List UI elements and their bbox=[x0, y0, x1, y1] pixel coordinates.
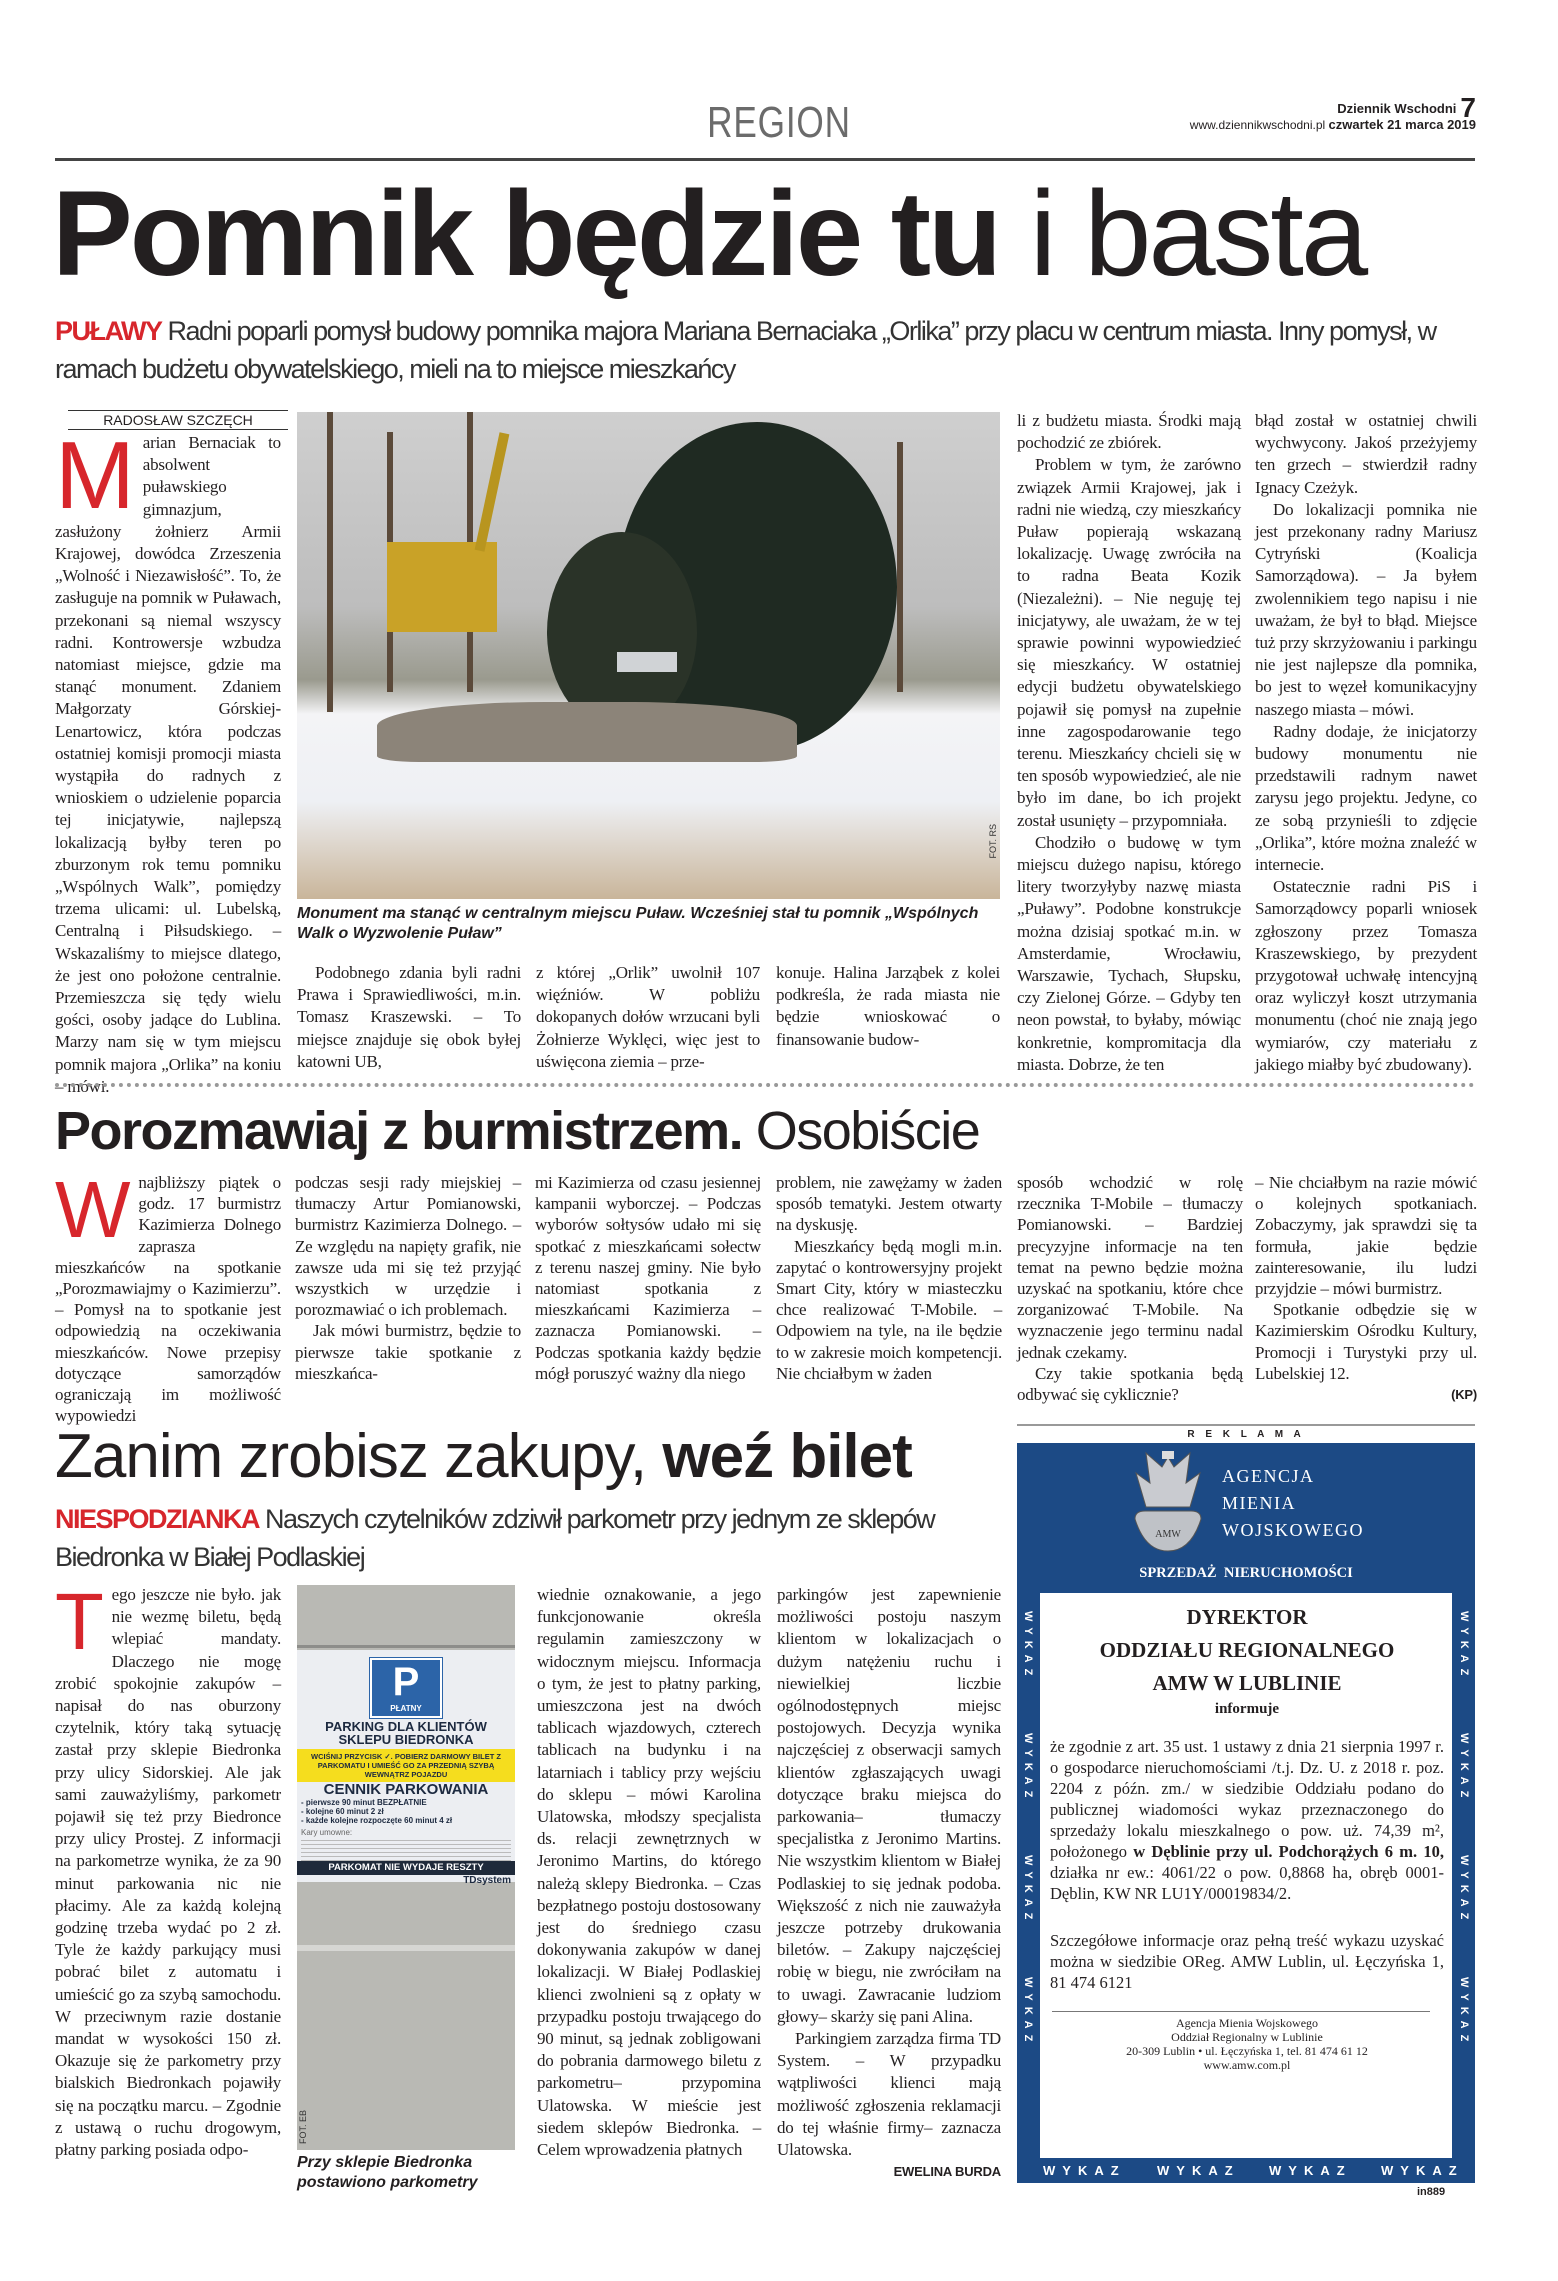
issue-date: czwartek 21 marca 2019 bbox=[1328, 117, 1476, 132]
agency-name-line: WOJSKOWEGO bbox=[1222, 1520, 1364, 1540]
sign-p-letter: P bbox=[392, 1660, 420, 1704]
paragraph: arian Bernaciak to absolwent puławskiego gimnazjum, zasłużony żołnierz Armii Krajowej, dowódca Zrzeszenia „Wolność i Niezawisłość”. To, że zasługuje na pomnik w Puławach, przekonani są niemal wszyscy radni. Kontrowersje wzbudza natomiast miejsce, gdzie ma stanąć monument. Zdaniem Małgorzaty Górskiej-Lenartowicz, która podczas ostatniej komisji promocji miasta wystąpiła do radnych z wnioskiem o udzielenie poparcia tej inicjatywie, najlepszą lokalizacją byłby teren po zburzonym rok temu pomniku „Wspólnych Walk”, pomiędzy trzema ulicami: ul. Lubelską, Centralną i Piłsudskiego. – Wskazaliśmy to miejsce dlatego, że jest ono położone centralnie. Przemieszcza się tędy wielu gości, osoby jadące do Lublina. Marzy nam się w tym miejscu pomnik majora „Orlika” na koniu – mówi. bbox=[55, 433, 281, 1096]
lead-text: Radni poparli pomysł budowy pomnika majora Mariana Bernaciaka „Orlika” przy placu w centrum miasta. Inny pomysł, w ramach budżetu obywatelskiego, mieli na to miejsce mieszkańcy bbox=[55, 316, 1436, 384]
ad-website-link[interactable]: www.amw.com.pl bbox=[1203, 2058, 1291, 2072]
paragraph: ego jeszcze nie było. jak nie wezmę biletu, będą wlepiać mandaty. Dlaczego nie mogę zrobić spokojnie zakupów – napisał do nas oburzony czytelnik, który taką sytuację zastał przy sklepie Biedronka przy ulicy Sidorskiej. Ale jak sami zauważyliśmy, parkometr pojawił się też przy Biedronce przy ulicy Prostej. Z informacji na parkometrze wynika, że za 90 minut parkowania nic nie płacimy. Ale za każdą kolejną godzinę trzeba wydać po 2 zł. Tyle że każdy parkujący musi pobrać bilet z automatu i umieścić go za szybą samochodu. W przeciwnym razie dostanie mandat w wysokości 150 zł. Okazuje się że parkometry przy bialskich Biedronkach pojawiły się na początku marcu. – Zgodnie z ustawą o ruchu drogowym, płatny parking posiada odpo- bbox=[55, 1585, 281, 2160]
author-signature: (KP) bbox=[1451, 1387, 1477, 1403]
ad-content bbox=[1040, 1593, 1452, 2158]
lead-text: Naszych czytelników zdziwił parkometr przy jednym ze sklepów Biedronka w Białej Podlaskiej bbox=[55, 1504, 935, 1572]
headline-light: i basta bbox=[999, 165, 1366, 301]
headline-bold: weź bilet bbox=[662, 1422, 912, 1491]
article2-col4 bbox=[776, 1172, 1002, 1384]
headline-bold: Pomnik będzie tu bbox=[52, 165, 1000, 301]
paragraph: Mieszkańcy będą mogli m.in. zapytać o kontrowersyjny projekt Smart City, który w miasteczku chce realizować T-Mobile. – Odpowiem na tyle, na ile będzie to w zakresie moich kompetencji. Nie chciałbym w żaden bbox=[776, 1236, 1002, 1383]
paragraph: – Nie chciałbym na razie mówić o kolejnych spotkaniach. Zobaczymy, jak sprawdzi się ta formuła, jakie będzie zainteresowanie, ilu ludzi przyjdzie – mówi burmistrz. bbox=[1255, 1173, 1477, 1299]
wykaz-label: WYKAZ bbox=[1043, 2163, 1126, 2178]
photo-caption: Przy sklepie Biedronka postawiono parkometry bbox=[297, 2154, 478, 2191]
paragraph: Czy takie spotkania będą odbywać się cyklicznie? bbox=[1017, 1363, 1243, 1405]
paragraph: Do lokalizacji pomnika nie jest przekonany radny Mariusz Cytryński (Koalicja Samorządowa). – Ja byłem zwolennikiem tego napisu i nie uważam, że był to błąd. Miejsce tuż przy skrzyżowaniu i parkingu nie jest najlepsze dla pomnika, bo jest to węzeł komunikacyjny naszego miasta – mówi. bbox=[1255, 499, 1477, 719]
article2-col1 bbox=[55, 1165, 281, 1426]
paragraph: Spotkanie odbędzie się w Kazimierskim Ośrodku Kultury, Promocji i Turystyki przy ul. Lubelskiej 12. bbox=[1255, 1300, 1477, 1383]
wykaz-label: WYKAZ bbox=[1022, 1733, 1034, 1804]
ad-title-line: AMW W LUBLINIE bbox=[1152, 1671, 1342, 1695]
eagle-emblem-icon bbox=[1129, 1449, 1207, 1553]
sign-operator: TDsystem bbox=[463, 1875, 511, 1886]
ad-footer-line: 20-309 Lublin • ul. Łęczyńska 1, tel. 81 474 61 12 bbox=[1126, 2044, 1368, 2058]
article1-col4 bbox=[776, 962, 1000, 1051]
ad-details: Szczegółowe informacje oraz pełną treść wykazu uzyskać można w siedzibie OReg. AMW Lublin, ul. Łęczyńska 1, 81 474 6121 bbox=[1050, 1931, 1444, 1992]
headline-bold: Porozmawiaj z burmistrzem. bbox=[55, 1101, 743, 1161]
article2-col3 bbox=[535, 1172, 761, 1384]
paragraph: Podobnego zdania byli radni Prawa i Sprawiedliwości, m.in. Tomasz Kraszewski. – To miejsce znajduje się obok byłej katowni UB, bbox=[297, 963, 521, 1071]
wykaz-label: WYKAZ bbox=[1381, 2163, 1464, 2178]
sign-row: - każde kolejne rozpoczęte 60 minut 4 zł bbox=[301, 1816, 453, 1825]
paragraph: li z budżetu miasta. Środki mają pochodzić ze zbiórek. bbox=[1017, 411, 1241, 453]
paragraph: Problem w tym, że zarówno związek Armii Krajowej, jak i radni nie wiedzą, czy mieszkańcy Puław popierają wskazaną lokalizację. Uwagę zwróciła na to radna Beata Kozik (Niezależni). – Nie neguję tej inicjatywy, ale uważam, że w tej sprawie powinni wypowiedzieć się mieszkańcy. W ostatniej edycji budżetu obywatelskiego pojawił się pomysł na zupełnie inne zagospodarowanie tego terenu. Mieszkańcy chcieli się w ten sposób wypowiedzieć, ale nie było im dane, bo ich projekt został usunięty – przypomniała. bbox=[1017, 455, 1241, 830]
article3-col4 bbox=[777, 1584, 1001, 2183]
paragraph: Radny dodaje, że inicjatorzy budowy monumentu nie przedstawili radnym nawet zarysu jego projektu. Jedyne, co ze sobą przynieśli to zdjęcie „Orlika”, które można znaleźć w internecie. bbox=[1255, 721, 1477, 875]
kicker: PUŁAWY bbox=[55, 316, 162, 346]
article1-col5 bbox=[1017, 410, 1241, 1076]
wykaz-label: WYKAZ bbox=[1269, 2163, 1352, 2178]
paper-name: Dziennik Wschodni bbox=[1337, 101, 1457, 116]
photo-credit: FOT. EB bbox=[298, 2109, 308, 2144]
sign-paid-label: PŁATNY bbox=[390, 1704, 422, 1713]
wykaz-label: WYKAZ bbox=[1022, 1611, 1034, 1682]
section-title: REGION bbox=[707, 98, 851, 147]
article2-col5 bbox=[1017, 1172, 1243, 1405]
ad-title-line: DYREKTOR bbox=[1186, 1605, 1308, 1629]
ad-title-line: ODDZIAŁU REGIONALNEGO bbox=[1099, 1638, 1395, 1662]
ad-code: in889 bbox=[1417, 2186, 1446, 2198]
article2-col6 bbox=[1255, 1172, 1477, 1405]
headline-light: Osobiście bbox=[742, 1101, 980, 1161]
sign-title: PARKING DLA KLIENTÓW SKLEPU BIEDRONKA bbox=[325, 1719, 487, 1747]
svg-text:AMW: AMW bbox=[1155, 1529, 1181, 1540]
article1-lead bbox=[55, 312, 1475, 388]
parking-p-icon bbox=[370, 1658, 442, 1718]
sign-no-change: PARKOMAT NIE WYDAJE RESZTY bbox=[297, 1861, 515, 1875]
headline-light: Zanim zrobisz zakupy, bbox=[55, 1422, 663, 1491]
paragraph: błąd został w ostatniej chwili wychwycony. Jakoś przeżyjemy ten grzech – stwierdził radny Ignacy Czeżyk. bbox=[1255, 411, 1477, 497]
wykaz-label: WYKAZ bbox=[1458, 1733, 1470, 1804]
monument-site-photo bbox=[297, 412, 1000, 899]
article1-col3 bbox=[536, 962, 760, 1073]
byline: RADOSŁAW SZCZĘCH bbox=[68, 410, 288, 430]
agency-name-line: AGENCJA bbox=[1222, 1466, 1315, 1486]
ad-rule bbox=[1017, 1424, 1475, 1426]
paragraph: problem, nie zawężamy w żaden sposób tematyki. Jestem otwarty na dyskusję. bbox=[776, 1173, 1002, 1235]
drop-cap: T bbox=[55, 1577, 104, 1666]
sign-instructions: WCIŚNIJ PRZYCISK ✓. POBIERZ DARMOWY BILET Z PARKOMATU I UMIEŚĆ GO ZA PRZEDNIĄ SZYBĄ WEWNĄTRZ POJAZDU bbox=[297, 1749, 515, 1782]
wykaz-label: WYKAZ bbox=[1458, 1977, 1470, 2048]
drop-cap: M bbox=[55, 422, 135, 529]
photo-credit: FOT. RS bbox=[988, 824, 998, 859]
paragraph: mi Kazimierza od czasu jesiennej kampanii wyborczej. – Podczas wyborów sołtysów udało mi się spotkać z mieszkańcami sołectw z terenu naszej gminy. Nie było natomiast spotkania z mieszkańcami Kazimierza – zaznacza Pomianowski. – Podczas spotkania każdy będzie mógł poruszyć ważny dla niego bbox=[535, 1173, 761, 1383]
article1-headline bbox=[52, 165, 1366, 301]
drop-cap: W bbox=[55, 1165, 131, 1254]
section-divider bbox=[55, 1083, 1475, 1087]
article1-col2 bbox=[297, 962, 521, 1073]
article3-col1 bbox=[55, 1577, 281, 2161]
wykaz-label: WYKAZ bbox=[1157, 2163, 1240, 2178]
sign-penalties: Kary umowne: bbox=[301, 1828, 353, 1837]
wykaz-label: WYKAZ bbox=[1022, 1977, 1034, 2048]
author-signature: EWELINA BURDA bbox=[893, 2164, 1001, 2180]
kicker: NIESPODZIANKA bbox=[55, 1504, 260, 1534]
ad-label: R E K L A M A bbox=[1187, 1429, 1305, 1440]
article3-headline bbox=[55, 1422, 912, 1492]
article3-lead bbox=[55, 1500, 995, 1576]
paragraph: Chodziło o budowę w tym miejscu dużego napisu, którego litery tworzyłyby nazwę miasta „Puławy”. Podobne konstrukcje można dzisiaj spotkać m.in. w Amsterdamie, Wrocławiu, Warszawie, Tychach, Słupsku, czy Zielonej Górze. – Gdyby ten neon powstał, to byłaby, mówiąc konkretnie, kompromitacja dla miasta. Dobrze, że ten bbox=[1017, 832, 1241, 1074]
paragraph: konuje. Halina Jarząbek z kolei podkreśla, że rada miasta nie będzie wnioskować o finansowanie budow- bbox=[776, 963, 1000, 1049]
wykaz-label: WYKAZ bbox=[1458, 1855, 1470, 1926]
ad-informs: informuje bbox=[1214, 1701, 1280, 1717]
parking-sign bbox=[297, 1650, 515, 1886]
photo-caption: Monument ma stanąć w centralnym miejscu Puław. Wcześniej stał tu pomnik „Wspólnych Walk o Wyzwolenie Puław” bbox=[297, 905, 979, 942]
ad-body: że zgodnie z art. 35 ust. 1 ustawy z dnia 21 sierpnia 1997 r. o gospodarce nieruchomościami /t.j. Dz. U. z 2018 r. poz. 2204 z późn. zm./ w siedzibie Oddziału podano do publicznej wiadomości wykaz przeznaczonego do sprzedaży lokalu mieszkalnego o pow. uż. 74,39 m², położonego w Dęblinie przy ul. Podchorążych 6 m. 10, działka nr ew.: 4061/22 o pow. 0,8868 ha, obręb 0001-Dęblin, KW NR LU1Y/00019834/2. bbox=[1050, 1737, 1444, 1903]
paragraph: najbliższy piątek o godz. 17 burmistrz Kazimierza Dolnego zaprasza mieszkańców na spotkanie „Porozmawiajmy o Kazimierzu”. – Pomysł na to spotkanie jest odpowiedzią na oczekiwania mieszkańców. Nowe przepisy dotyczące samorządów ograniczają im możliwość wypowiedzi bbox=[55, 1173, 281, 1426]
paragraph: podczas sesji rady miejskiej – tłumaczy Artur Pomianowski, burmistrz Kazimierza Dolnego. – Ze względu na napięty grafik, nie zawsze uda mi się też przyjąć wszystkich w urzędzie i porozmawiać o ich problemach. bbox=[295, 1173, 521, 1320]
ad-subtitle: SPRZEDAŻ NIERUCHOMOŚCI bbox=[1139, 1565, 1353, 1581]
article2-headline bbox=[55, 1100, 979, 1162]
page-number: 7 bbox=[1460, 92, 1476, 123]
article2-col2 bbox=[295, 1172, 521, 1384]
article1-col6 bbox=[1255, 410, 1477, 1076]
ad-footer-line: Oddział Regionalny w Lublinie bbox=[1171, 2030, 1323, 2044]
sign-pricelist: CENNIK PARKOWANIA bbox=[323, 1781, 489, 1798]
sign-row: - pierwsze 90 minut BEZPŁATNIE bbox=[301, 1798, 427, 1807]
paragraph: Parkingiem zarządza firma TD System. – W przypadku wątpliwości klienci mają możliwość zgłoszenia reklamacji do tej właśnie firmy– zaznacza Ulatowska. bbox=[777, 2029, 1001, 2160]
wykaz-label: WYKAZ bbox=[1022, 1855, 1034, 1926]
paragraph: parkingów jest zapewnienie możliwości postoju naszym klientom w lokalizacjach o dużym natężeniu ruchu i niewielkiej liczbie ogólnodostępnych miejsc postojowych. Decyzja wynika najczęściej z obserwacji samych klientów zgłaszających uwagi dotyczące braku miejsca do parkowania– tłumaczy specjalistka z Jeronimo Martins. Nie wszystkim klientom w Białej Podlaskiej to się jednak podoba. Większość z nich nie zauważyła jeszcze potrzeby drukowania biletów. – Zakupy najczęściej robię w biegu, nie zwróciłam na to uwagi. Zawracanie ludziom głowy– skarży się pani Alina. bbox=[777, 1585, 1001, 2026]
masthead bbox=[1189, 92, 1476, 133]
website-link[interactable]: www.dziennikwschodni.pl bbox=[1189, 118, 1326, 132]
paragraph: Ostatecznie radni PiS i Samorządowcy poparli wniosek zgłoszony przez Tomasza Kraszewskiego, by prezydent przygotował uchwałę intencyjną oraz wyliczył koszt utrzymania monumentu (choć nie znają jego wymiarów, czy materiału z jakiego miałby być zbudowany). bbox=[1255, 877, 1477, 1074]
ad-footer-line: Agencja Mienia Wojskowego bbox=[1175, 2016, 1319, 2030]
paragraph: sposób wchodzić w rolę rzecznika T-Mobile – tłumaczy Pomianowski. – Bardziej precyzyjne informacje na ten temat na pewno będzie można uzyskać na spotkaniu, które chce zorganizować T-Mobile. Na wyznaczenie jego terminu nadal jednak czekamy. bbox=[1017, 1173, 1243, 1362]
paragraph: Jak mówi burmistrz, będzie to pierwsze takie spotkanie z mieszkańca- bbox=[295, 1321, 521, 1383]
wykaz-label: WYKAZ bbox=[1458, 1611, 1470, 1682]
article1-col1 bbox=[55, 422, 281, 1098]
parking-sign-photo bbox=[297, 1585, 515, 2150]
sign-row: - kolejne 60 minut 2 zł bbox=[301, 1807, 384, 1816]
article3-col3 bbox=[537, 1584, 761, 2161]
header-rule bbox=[55, 158, 1475, 161]
paragraph: z której „Orlik” uwolnił 107 więźniów. W pobliżu dokopanych dołów wrzucani byli Żołnierze Wyklęci, więc jest to uświęcona ziemia – prze- bbox=[536, 963, 760, 1071]
agency-name-line: MIENIA bbox=[1222, 1493, 1296, 1513]
amw-advertisement[interactable] bbox=[1017, 1443, 1475, 2183]
paragraph: wiednie oznakowanie, a jego funkcjonowanie określa regulamin zamieszczony w widocznym miejscu. Informacja o tym, że jest to płatny parking, umieszczona jest na dwóch tablicach wjazdowych, czterech tablicach na budynku i na latarniach i tablicy przy wejściu do sklepu – mówi Karolina Ulatowska, młodszy specjalista ds. relacji zewnętrznych w Jeronimo Martins, do którego należą sklepy Biedronka. – Czas bezpłatnego postoju dostosowany jest do średniego czasu dokonywania zakupów w danej lokalizacji. W Białej Podlaskiej klienci zwolnieni są z opłaty w przypadku postoju trwającego do 90 minut, są jednak zobligowani do pobrania darmowego biletu z parkometru– przypomina Ulatowska. W mieście jest siedem sklepów Biedronka. – Celem wprowadzenia płatnych bbox=[537, 1585, 761, 2160]
